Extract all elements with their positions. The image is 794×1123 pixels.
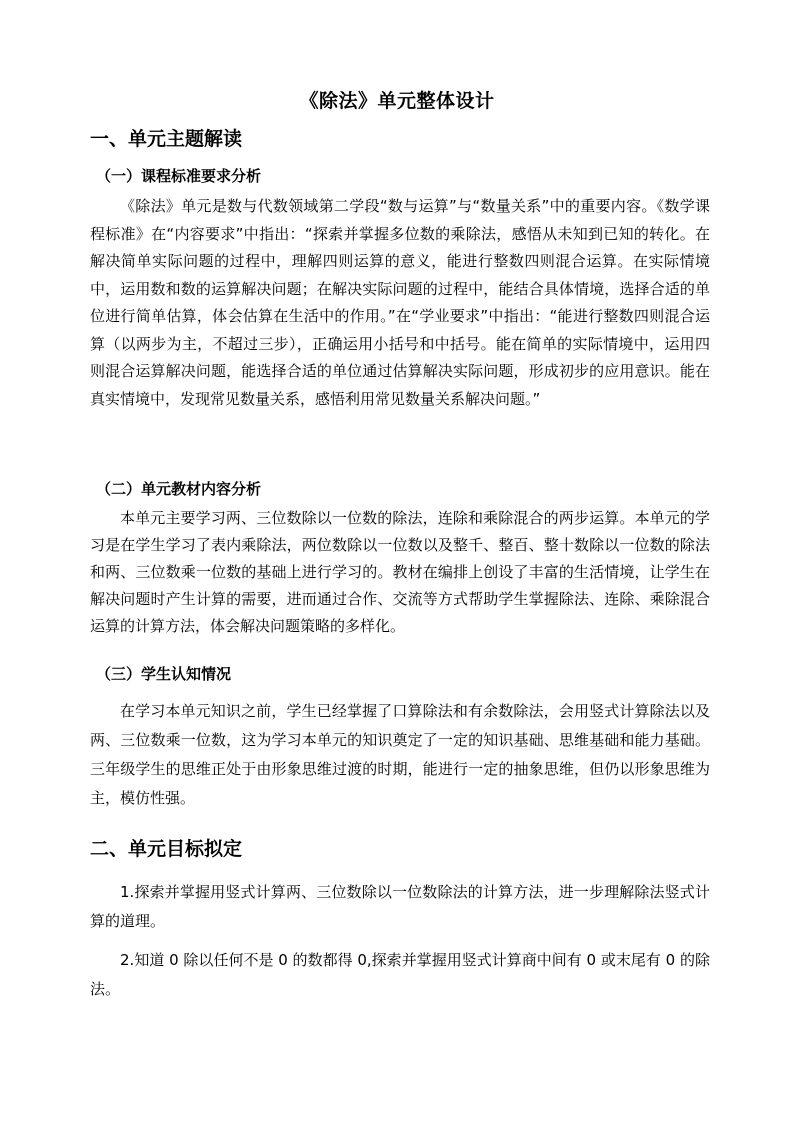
goal-item-2: 2.知道 0 除以任何不是 0 的数都得 0,探索并掌握用竖式计算商中间有 0 或末尾有 0 的除法。 [90, 951, 710, 998]
document-title: 《除法》单元整体设计 [299, 90, 495, 112]
subsection-heading-cognition: （三）学生认知情况 [96, 665, 232, 683]
goal-item-1: 1.探索并掌握用竖式计算两、三位数除以一位数除法的计算方法，进一步理解除法竖式计算的道理。 [90, 883, 710, 930]
section-heading-unit-goals: 二、单元目标拟定 [90, 838, 243, 860]
paragraph-curriculum-analysis: 《除法》单元是数与代数领域第二学段“数与运算”与“数量关系”中的重要内容。《数学课程标准》在“内容要求”中指出：“探索并掌握多位数的乘除法，感悟从未知到已知的转化。在解决简单实际问题的过程中，理解四则运算的意义，能进行整数四则混合运算。在实际情境中，运用数和数的运算解决问题；在解决实际问题的过程中，能结合具体情境，选择合适的单位进行简单估算，体会估算在生活中的作用。”在“学业要求”中指出：“能进行整数四则混合运算（以两步为主，不超过三步），正确运用小括号和中括号。能在简单的实际情境中，运用四则混合运算解决问题，能选择合适的单位通过估算解决实际问题，形成初步的应用意识。能在真实情境中，发现常见数量关系，感悟利用常见数量关系解决问题。” [90, 197, 710, 408]
section-heading-unit-theme: 一、单元主题解读 [90, 128, 243, 150]
paragraph-textbook-analysis: 本单元主要学习两、三位数除以一位数的除法，连除和乘除混合的两步运算。本单元的学习是在学生学习了表内乘除法，两位数除以一位数以及整千、整百、整十数除以一位数的除法和两、三位数乘一位数的基础上进行学习的。教材在编排上创设了丰富的生活情境，让学生在解决问题时产生计算的需要，进而通过合作、交流等方式帮助学生掌握除法、连除、乘除混合运算的计算方法，体会解决问题策略的多样化。 [90, 509, 710, 635]
paragraph-student-cognition: 在学习本单元知识之前，学生已经掌握了口算除法和有余数除法，会用竖式计算除法以及两、三位数乘一位数，这为学习本单元的知识奠定了一定的知识基础、思维基础和能力基础。三年级学生的思维正处于由形象思维过渡的时期，能进行一定的抽象思维，但仍以形象思维为主，模仿性强。 [90, 702, 710, 807]
subsection-heading-curriculum: （一）课程标准要求分析 [96, 167, 262, 185]
subsection-heading-textbook: （二）单元教材内容分析 [96, 480, 262, 498]
